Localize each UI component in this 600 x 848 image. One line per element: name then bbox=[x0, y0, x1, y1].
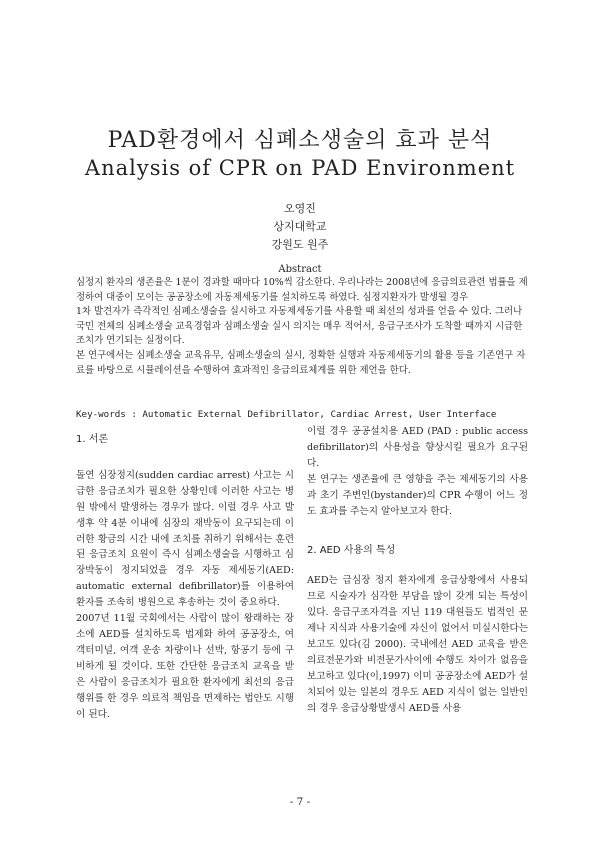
body-paragraph: 돌연 심장정지(sudden cardiac arrest) 사고는 시급한 응급조치가 필요한 상황인데 이러한 사고는 병원 밖에서 발생하는 경우가 많다. 이럴 경우 사고 발생후 약 4분 이내에 심장의 재박동이 요구되는데 이러한 황금의 시간 내에 조치를 취하기 위해서는 훈련된 응급조치 요원이 즉시 심폐소생술을 시행하고 심장박동이 정지되었을 경우 자동 제세동기(AED: automatic external defibrillator)를 이용하여 환자를 조속히 병원으로 후송하는 것이 중요하다. bbox=[76, 469, 294, 609]
affiliation-location: 강원도 원주 bbox=[271, 238, 329, 251]
section-heading: 1. 서론 bbox=[76, 434, 109, 445]
right-column bbox=[307, 424, 528, 717]
body-paragraph: 본 연구는 생존율에 큰 영향을 주는 제세동기의 사용과 초기 주변인(bystander)의 CPR 수행이 어느 정도 효과를 주는지 알아보고자 한다. bbox=[307, 473, 528, 517]
body-paragraph: 2007년 11월 국회에서는 사람이 많이 왕래하는 장소에 AED를 설치하도록 법제화 하여 공공장소, 여객터미널, 여객 운송 차량이나 선박, 항공기 등에 구비하게 될 것이다. 또한 간단한 응급조치 교육을 받은 사람이 응급조치가 필요한 환자에게 최선의 응급행위를 한 경우 의료적 책임을 면제하는 법안도 시행이 된다. bbox=[76, 613, 294, 720]
abstract-paragraph: 1차 발견자가 즉각적인 심폐소생술을 실시하고 자동제세동기를 사용할 때 최선의 성과를 얻을 수 있다. 그러나 국민 전체의 심폐소생술 교육경험과 심폐소생술 실시 의지는 매우 적어서, 응급구조사가 도착할 때까지 시급한 조치가 연기되는 실정이다. bbox=[76, 306, 523, 347]
section-heading: 2. AED 사용의 특성 bbox=[307, 545, 396, 557]
body-paragraph: 이럴 경우 공공설치용 AED (PAD : public access defibrillator)의 사용성을 향상시킬 필요가 요구된다. bbox=[307, 426, 528, 469]
abstract-body bbox=[76, 276, 528, 378]
paper-title-korean: PAD환경에서 심폐소생술의 효과 분석 bbox=[107, 128, 493, 153]
body-paragraph: AED는 급심장 정지 환자에게 응급상황에서 사용되므로 시술자가 심각한 부담을 많이 갖게 되는 특성이 있다. 응급구조자격을 지닌 119 대원들도 법적인 문제나 지식과 사용기술에 자신이 없어서 미실시한다는 보고도 있다(김 2000). 국내에선 AED 교육을 받은 의료전문가와 비전문가사이에 수행도 차이가 없음을 보고하고 있다(이,1997) 이미 공공장소에 AED가 설치되어 있는 일본의 경우도 AED 지식이 없는 일반인의 경우 응급상황발생시 AED를 사용 bbox=[307, 575, 528, 714]
abstract-heading: Abstract bbox=[278, 264, 322, 275]
abstract-paragraph: 심정지 환자의 생존율은 1분이 경과할 때마다 10%씩 감소한다. 우리나라는 2008년에 응급의료관련 법률을 제정하여 대중이 모이는 공공장소에 자동제세동기를 설치하도록 하였다. 심정지환자가 발생될 경우 bbox=[76, 277, 528, 303]
keywords-line: Key-words : Automatic External Defibrillator, Cardiac Arrest, User Interface bbox=[76, 409, 497, 420]
left-column bbox=[76, 426, 294, 722]
paper-title-english: Analysis of CPR on PAD Environment bbox=[84, 156, 516, 180]
author-name: 오영진 bbox=[284, 202, 316, 215]
abstract-paragraph: 본 연구에서는 심폐소생술 교육유무, 심폐소생술의 실시, 정확한 실행과 자동제세동기의 활용 등을 기존연구 자료를 바탕으로 시뮬레이션을 수행하여 효과적인 응급의료체계를 위한 제언을 한다. bbox=[76, 349, 526, 376]
affiliation-university: 상지대학교 bbox=[273, 220, 327, 233]
page-number: - 7 - bbox=[289, 796, 311, 808]
